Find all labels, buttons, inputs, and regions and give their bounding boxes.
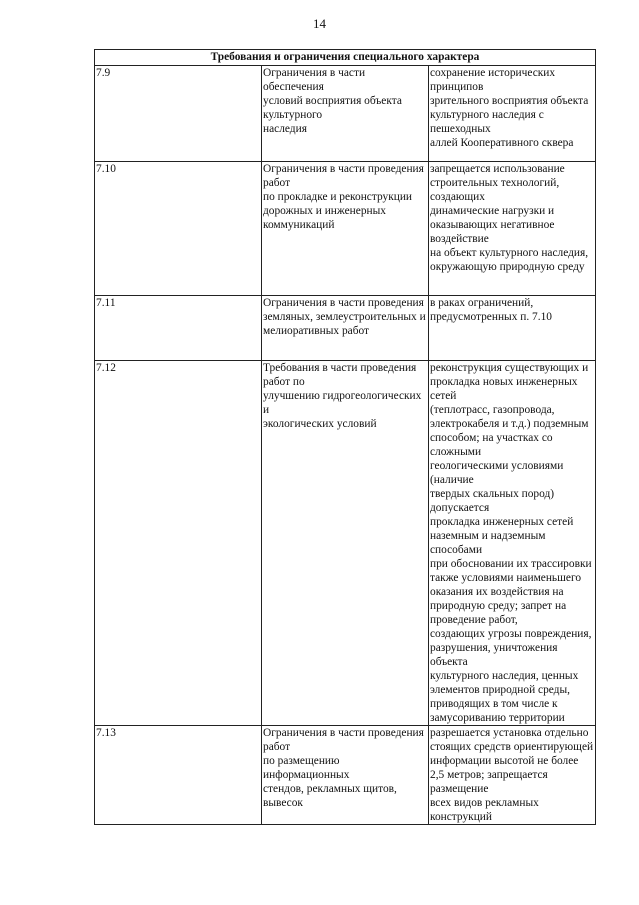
requirements-table	[94, 49, 596, 825]
row-restriction: Требования в части проведения работ по улучшению гидрогеологических и экологических условий	[262, 361, 429, 726]
table-row	[95, 726, 596, 825]
row-description: запрещается использование строительных технологий, создающих динамические нагрузки и оказывающих негативное воздействие на объект культурного наследия, окружающую природную среду	[429, 162, 596, 296]
row-description: в раках ограничений, предусмотренных п. 7.10	[429, 296, 596, 361]
row-description: разрешается установка отдельно стоящих средств ориентирующей информации высотой не более 2,5 метров; запрещается размещение всех видов рекламных конструкций	[429, 726, 596, 825]
row-number: 7.9	[95, 66, 262, 162]
row-description: сохранение исторических принципов зрительного восприятия объекта культурного наследия с пешеходных аллей Кооперативного сквера	[429, 66, 596, 162]
table-row	[95, 361, 596, 726]
row-number: 7.12	[95, 361, 262, 726]
row-number: 7.13	[95, 726, 262, 825]
row-number: 7.11	[95, 296, 262, 361]
row-description: реконструкция существующих и прокладка новых инженерных сетей (теплотрасс, газопровода, электрокабеля и т.д.) подземным способом; на участках со сложными геологическими условиями (наличие твердых скальных пород) допускается прокладка инженерных сетей наземным и надземным способами при обосновании их трассировки также условиями наименьшего оказания их воздействия на природную среду; запрет на проведение работ, создающих угрозы повреждения, разрушения, уничтожения объекта культурного наследия, ценных элементов природной среды, приводящих в том числе к замусориванию территории	[429, 361, 596, 726]
table-row	[95, 162, 596, 296]
row-restriction: Ограничения в части проведения работ по размещению информационных стендов, рекламных щитов, вывесок	[262, 726, 429, 825]
page-number: 14	[313, 16, 326, 31]
table-row	[95, 296, 596, 361]
table-header: Требования и ограничения специального характера	[95, 50, 596, 66]
table-row	[95, 66, 596, 162]
row-number: 7.10	[95, 162, 262, 296]
row-restriction: Ограничения в части обеспечения условий восприятия объекта культурного наследия	[262, 66, 429, 162]
row-restriction: Ограничения в части проведения земляных, землеустроительных и мелиоративных работ	[262, 296, 429, 361]
row-restriction: Ограничения в части проведения работ по прокладке и реконструкции дорожных и инженерных коммуникаций	[262, 162, 429, 296]
table-header-row	[95, 50, 596, 66]
